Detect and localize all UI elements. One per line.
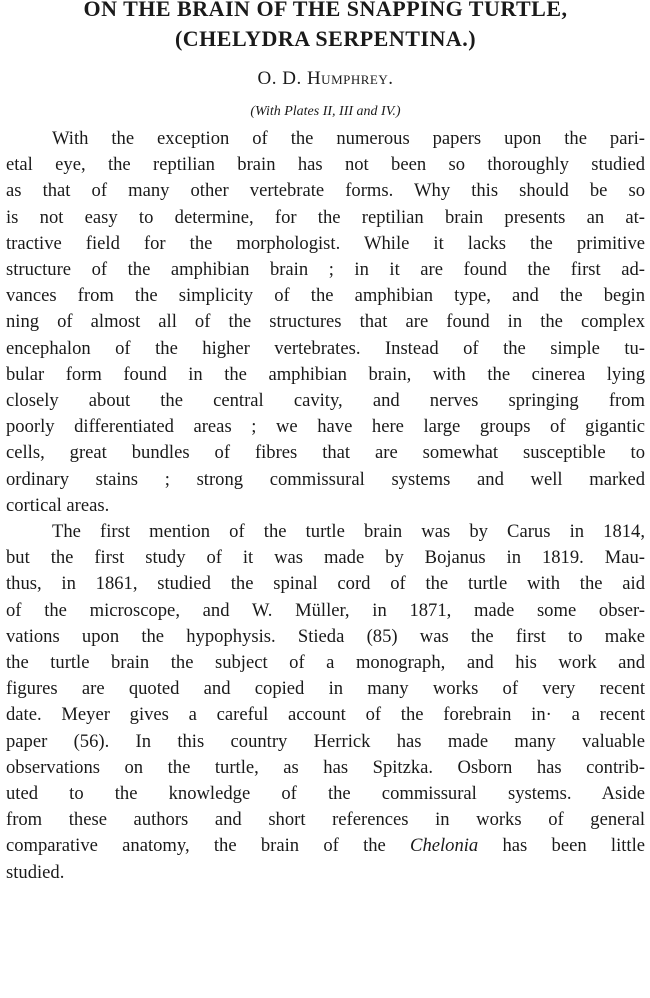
text-line: figures are quoted and copied in many works of very recent: [6, 678, 645, 700]
paragraph-2: [6, 519, 645, 886]
text-line: from these authors and short references in works of general: [6, 809, 645, 831]
text-line: thus, in 1861, studied the spinal cord of the turtle with the aid: [6, 573, 645, 595]
text-line: is not easy to determine, for the reptilian brain presents an at-: [6, 206, 645, 228]
text-line: cells, great bundles of fibres that are somewhat susceptible to: [6, 442, 645, 464]
text-line: observations on the turtle, as has Spitzka. Osborn has contrib-: [6, 756, 645, 778]
author-initials: O. D.: [257, 68, 302, 89]
text-line: etal eye, the reptilian brain has not been so thoroughly studied: [6, 154, 645, 176]
text-line: ning of almost all of the structures that are found in the complex: [6, 311, 645, 333]
body-text: [6, 126, 645, 886]
text-line: bular form found in the amphibian brain, with the cinerea lying: [6, 363, 645, 385]
text-line: date. Meyer gives a careful account of the forebrain in· a recent: [6, 704, 645, 726]
text-line: of the microscope, and W. Müller, in 1871, made some obser-: [6, 599, 645, 621]
text-line: as that of many other vertebrate forms. Why this should be so: [6, 180, 645, 202]
article-title: [6, 0, 645, 54]
text-line: poorly differentiated areas ; we have here large groups of gigantic: [6, 416, 645, 438]
title-line-2: (CHELYDRA SERPENTINA.): [174, 26, 477, 51]
text-line: The first mention of the turtle brain was by Carus in 1814,: [52, 521, 645, 543]
author-name: [6, 66, 645, 92]
text-line: the turtle brain the subject of a monograph, and his work and: [6, 652, 645, 674]
plates-note: (With Plates II, III and IV.): [250, 104, 401, 119]
paragraph-1: [6, 126, 645, 519]
text-line: uted to the knowledge of the commissural systems. Aside: [6, 783, 645, 805]
text-line: but the first study of it was made by Bojanus in 1819. Mau-: [6, 547, 645, 569]
title-line-1: ON THE BRAIN OF THE SNAPPING TURTLE,: [83, 0, 568, 21]
text-line: structure of the amphibian brain ; in it are found the first ad-: [6, 259, 645, 281]
text-line: paper (56). In this country Herrick has made many valuable: [6, 730, 645, 752]
text-line: comparative anatomy, the brain of the Chelonia has been little: [6, 835, 645, 857]
text-line: With the exception of the numerous papers upon the pari-: [52, 128, 645, 149]
line-tail: has been little: [478, 835, 645, 857]
text-line: tractive field for the morphologist. While it lacks the primitive: [6, 232, 645, 254]
text-line: cortical areas.: [6, 494, 110, 516]
author-surname: Humphrey.: [306, 68, 394, 89]
text-line: vances from the simplicity of the amphibian type, and the begin: [6, 285, 645, 307]
text-line: closely about the central cavity, and nerves springing from: [6, 390, 645, 412]
text-line: vations upon the hypophysis. Stieda (85) was the first to make: [6, 625, 645, 647]
text-line: encephalon of the higher vertebrates. Instead of the simple tu-: [6, 337, 645, 359]
italic-term: Chelonia: [410, 835, 479, 857]
text-line: ordinary stains ; strong commissural systems and well marked: [6, 468, 645, 490]
text-line: studied.: [6, 861, 65, 883]
